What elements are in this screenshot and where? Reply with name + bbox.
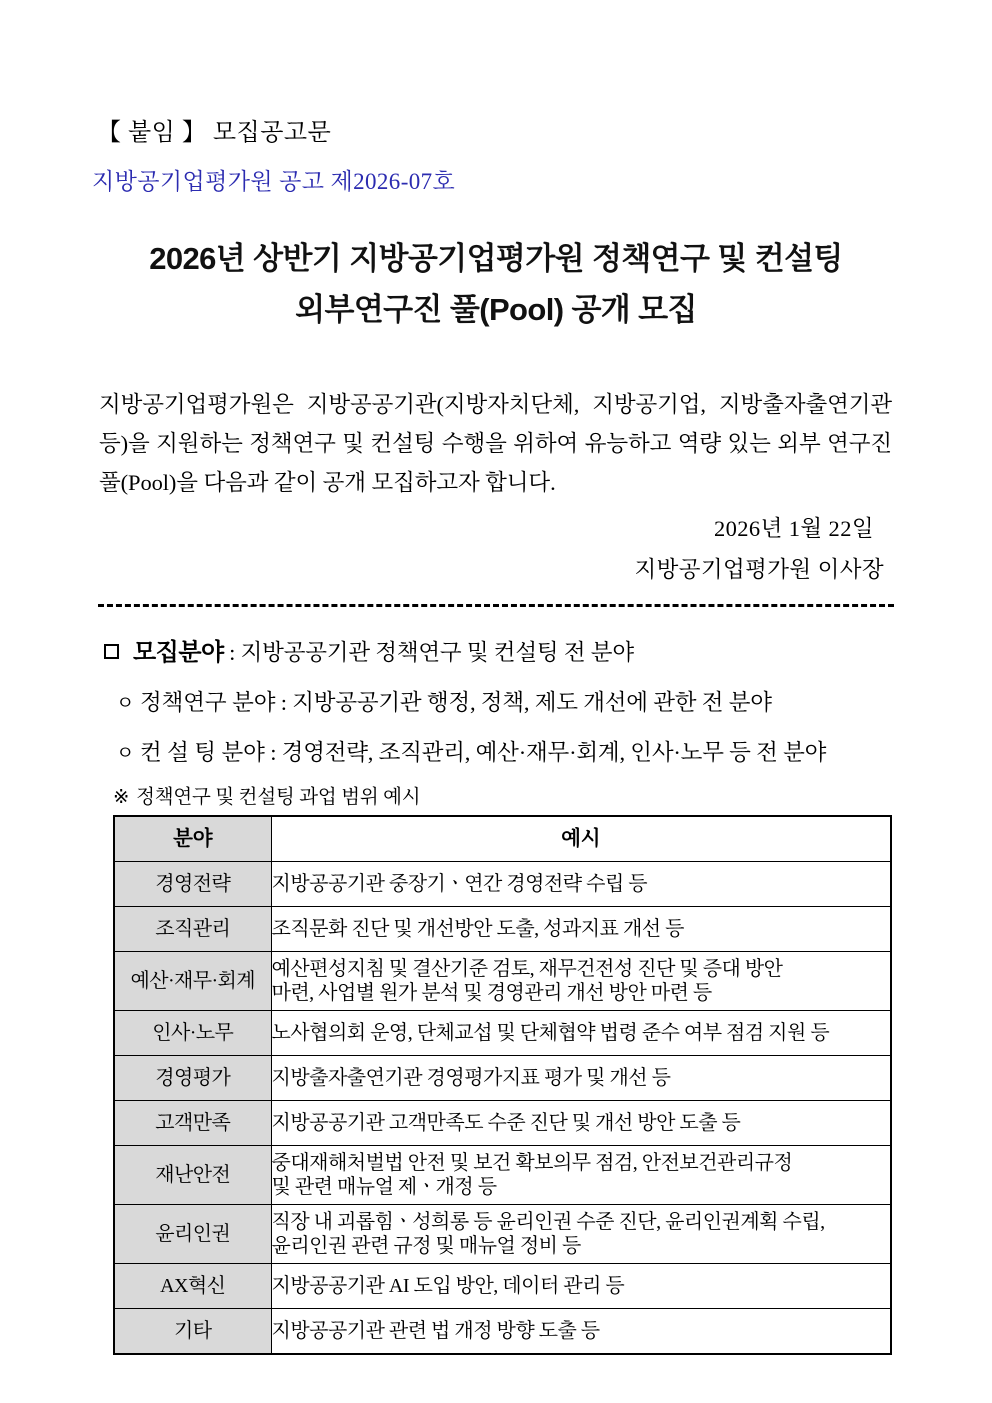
table-cell-example — [271, 862, 891, 907]
table-cell-example-line: 윤리인권 관련 규정 및 매뉴얼 정비 등 — [271, 1235, 581, 1257]
table-cell-example — [271, 1146, 891, 1205]
table-cell-example-line: 지방출자출연기관 경영평가지표 평가 및 개선 등 — [271, 1067, 671, 1089]
dashed-divider — [98, 604, 894, 607]
table-cell-example — [271, 1011, 891, 1056]
page-title-line-1: 2026년 상반기 지방공기업평가원 정책연구 및 컨설팅 — [149, 241, 843, 276]
table-cell-example — [271, 1101, 891, 1146]
section-heading-label: 모집분야 — [133, 639, 224, 666]
notice-number: 지방공기업평가원 공고 제2026-07호 — [92, 169, 456, 194]
intro-paragraph — [99, 385, 892, 502]
reference-mark-icon: ※ — [113, 787, 130, 808]
table-row — [114, 1264, 891, 1309]
square-bullet-icon — [104, 644, 119, 659]
table-caption-text: 정책연구 및 컨설팅 과업 범위 예시 — [136, 787, 421, 808]
circle-bullet-icon: ㅇ — [116, 743, 135, 764]
table-cell-example-line: 지방공공기관 관련 법 개정 방향 도출 등 — [271, 1320, 600, 1342]
scope-table-wrapper — [113, 815, 890, 1355]
bullet-text-consulting: : 경영전략, 조직관리, 예산·재무·회계, 인사·노무 등 전 분야 — [264, 740, 827, 765]
scope-table — [113, 815, 892, 1355]
section-heading-recruitment-field — [104, 632, 634, 667]
table-caption-note — [113, 781, 420, 809]
table-cell-example-line: 노사협의회 운영, 단체교섭 및 단체협약 법령 준수 여부 점검 지원 등 — [271, 1022, 830, 1044]
bullet-label-policy-research: 정책연구 분야 — [140, 690, 276, 715]
table-cell-field: 기타 — [114, 1309, 271, 1355]
table-row — [114, 907, 891, 952]
table-header-example: 예시 — [271, 816, 891, 862]
table-row — [114, 1101, 891, 1146]
table-header-field: 분야 — [114, 816, 271, 862]
issue-date: 2026년 1월 22일 — [713, 516, 874, 541]
table-row — [114, 1309, 891, 1355]
section-heading-detail: : 지방공공기관 정책연구 및 컨설팅 전 분야 — [223, 640, 634, 665]
circle-bullet-icon: ㅇ — [116, 693, 135, 714]
table-cell-example-line: 마련, 사업별 원가 분석 및 경영관리 개선 방안 마련 등 — [271, 982, 712, 1004]
table-row — [114, 862, 891, 907]
table-row — [114, 1205, 891, 1264]
table-row — [114, 952, 891, 1011]
table-header-row — [114, 816, 891, 862]
table-cell-field: 예산·재무·회계 — [114, 952, 271, 1011]
table-cell-field: 인사·노무 — [114, 1011, 271, 1056]
table-cell-example-line: 지방공공기관 중장기ㆍ연간 경영전략 수립 등 — [271, 873, 648, 895]
intro-paragraph-text: 지방공기업평가원은 지방공공기관(지방자치단체, 지방공기업, 지방출자출연기관 등)을 지원하는 정책연구 및 컨설팅 수행을 위하여 유능하고 역량 있는 외부 연구진 풀(Pool)을 다음과 같이 공개 모집하고자 합니다. — [99, 392, 892, 495]
signature-block — [99, 508, 892, 590]
attachment-label — [97, 112, 331, 147]
page-title-line-2: 외부연구진 풀(Pool) 공개 모집 — [295, 292, 697, 327]
issuer-name: 지방공기업평가원 이사장 — [634, 557, 884, 582]
bullet-text-policy-research: : 지방공공기관 행정, 정책, 제도 개선에 관한 전 분야 — [275, 690, 772, 715]
page-title — [0, 243, 992, 325]
table-cell-example-line: 중대재해처벌법 안전 및 보건 확보의무 점검, 안전보건관리규정 — [271, 1152, 793, 1174]
table-cell-field: 경영전략 — [114, 862, 271, 907]
bullet-item-policy-research — [116, 685, 772, 717]
table-cell-field: 윤리인권 — [114, 1205, 271, 1264]
table-cell-field: 고객만족 — [114, 1101, 271, 1146]
table-cell-example-line: 지방공공기관 AI 도입 방안, 데이터 관리 등 — [271, 1275, 625, 1297]
table-cell-example-line: 지방공공기관 고객만족도 수준 진단 및 개선 방안 도출 등 — [271, 1112, 741, 1134]
table-cell-field: 경영평가 — [114, 1056, 271, 1101]
table-cell-field: AX혁신 — [114, 1264, 271, 1309]
table-cell-example-line: 직장 내 괴롭힘ㆍ성희롱 등 윤리인권 수준 진단, 윤리인권계획 수립, — [271, 1211, 825, 1233]
table-cell-example — [271, 952, 891, 1011]
table-cell-example — [271, 1309, 891, 1355]
attachment-label-text: 【 붙임 】 모집공고문 — [97, 120, 332, 146]
table-cell-field: 조직관리 — [114, 907, 271, 952]
table-body — [114, 862, 891, 1355]
table-cell-example-line: 예산편성지침 및 결산기준 검토, 재무건전성 진단 및 증대 방안 — [271, 958, 783, 980]
table-cell-example-line: 조직문화 진단 및 개선방안 도출, 성과지표 개선 등 — [271, 918, 684, 940]
table-cell-example — [271, 1205, 891, 1264]
table-cell-example — [271, 1056, 891, 1101]
table-row — [114, 1056, 891, 1101]
table-cell-example — [271, 907, 891, 952]
bullet-item-consulting — [116, 735, 826, 767]
table-cell-field: 재난안전 — [114, 1146, 271, 1205]
table-row — [114, 1011, 891, 1056]
bullet-label-consulting: 컨 설 팅 분야 — [140, 740, 265, 765]
table-cell-example — [271, 1264, 891, 1309]
table-cell-example-line: 및 관련 매뉴얼 제ㆍ개정 등 — [271, 1176, 497, 1198]
table-row — [114, 1146, 891, 1205]
